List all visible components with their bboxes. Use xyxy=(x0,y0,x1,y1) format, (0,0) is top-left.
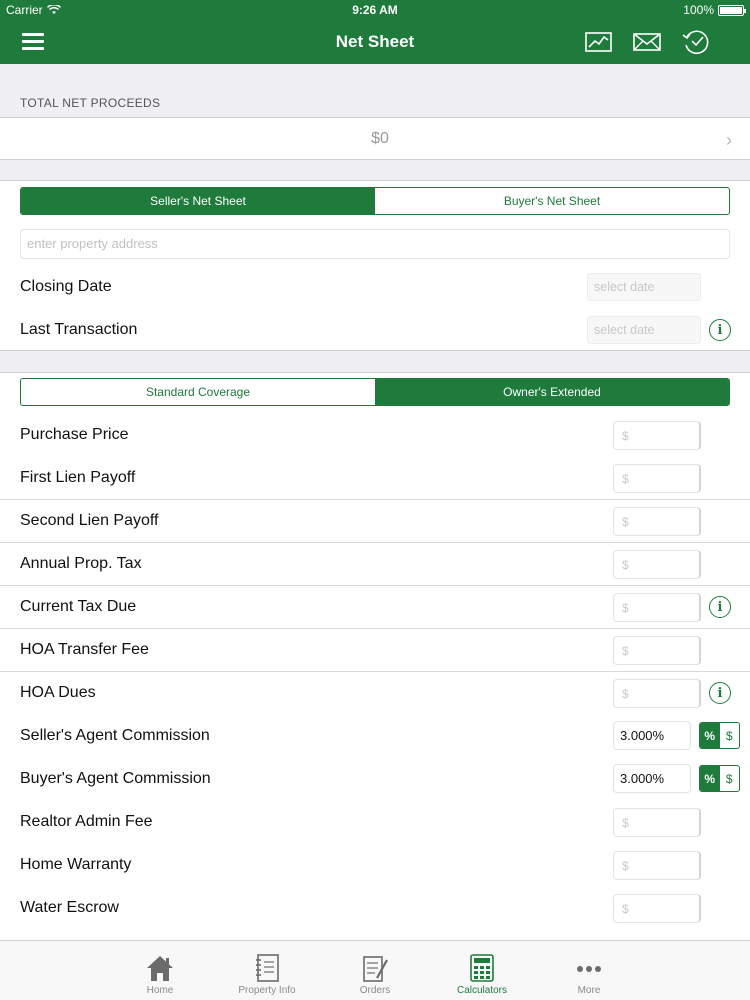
purchase-price-label: Purchase Price xyxy=(20,426,129,443)
last-transaction-picker[interactable]: select date xyxy=(587,316,701,344)
info-icon[interactable]: i xyxy=(709,596,731,618)
more-dots-icon xyxy=(574,953,604,983)
hoa-dues-label: HOA Dues xyxy=(20,684,96,701)
closing-date-label: Closing Date xyxy=(20,278,112,295)
buyer-commission-input[interactable]: 3.000% xyxy=(613,764,691,793)
tab-bar xyxy=(0,940,750,1000)
property-address-input[interactable]: enter property address xyxy=(20,229,730,259)
second-lien-label: Second Lien Payoff xyxy=(20,512,159,529)
tab-orders-label: Orders xyxy=(359,985,391,996)
dollar-toggle[interactable]: $ xyxy=(725,771,733,786)
seller-commission-label: Seller's Agent Commission xyxy=(20,727,210,744)
seller-commission-input[interactable]: 3.000% xyxy=(613,721,691,750)
home-icon xyxy=(145,953,175,983)
annual-tax-label: Annual Prop. Tax xyxy=(20,555,142,572)
water-escrow-label: Water Escrow xyxy=(20,899,119,916)
dollar-toggle[interactable]: $ xyxy=(725,728,733,743)
home-warranty-input[interactable]: $ xyxy=(613,851,701,880)
current-tax-label: Current Tax Due xyxy=(20,598,137,615)
second-lien-input[interactable]: $ xyxy=(613,507,701,536)
hoa-transfer-label: HOA Transfer Fee xyxy=(20,641,149,658)
divider xyxy=(0,671,750,672)
buyer-commission-label: Buyer's Agent Commission xyxy=(20,770,211,787)
info-icon[interactable]: i xyxy=(709,682,731,704)
notebook-icon xyxy=(252,953,282,983)
total-proceeds-row[interactable] xyxy=(0,117,750,160)
history-icon[interactable] xyxy=(681,28,711,56)
calculator-icon xyxy=(467,953,497,983)
purchase-price-input[interactable]: $ xyxy=(613,421,701,450)
chevron-right-icon: › xyxy=(726,130,732,150)
divider xyxy=(0,585,750,586)
tab-more[interactable] xyxy=(534,941,644,1000)
tab-standard-coverage[interactable]: Standard Coverage xyxy=(145,385,251,399)
seller-commission-unit-toggle xyxy=(699,722,740,749)
hoa-transfer-input[interactable]: $ xyxy=(613,636,701,665)
realtor-admin-input[interactable]: $ xyxy=(613,808,701,837)
carrier-label: Carrier xyxy=(6,3,43,17)
hoa-dues-input[interactable]: $ xyxy=(613,679,701,708)
tab-orders[interactable] xyxy=(320,941,430,1000)
water-escrow-input[interactable]: $ xyxy=(613,894,701,923)
closing-date-picker[interactable]: select date xyxy=(587,273,701,301)
first-lien-label: First Lien Payoff xyxy=(20,469,136,486)
coverage-segment xyxy=(20,378,730,406)
divider xyxy=(0,499,750,500)
page-title: Net Sheet xyxy=(335,32,415,51)
divider xyxy=(0,542,750,543)
battery-percent: 100% xyxy=(683,3,714,17)
tab-home-label: Home xyxy=(146,985,174,996)
chart-icon[interactable] xyxy=(584,28,614,56)
buyer-commission-unit-toggle xyxy=(699,765,740,792)
tab-calculators[interactable] xyxy=(427,941,537,1000)
tab-more-label: More xyxy=(577,985,601,996)
first-lien-input[interactable]: $ xyxy=(613,464,701,493)
annual-tax-input[interactable]: $ xyxy=(613,550,701,579)
tab-sellers-net-sheet[interactable]: Seller's Net Sheet xyxy=(21,188,375,214)
total-proceeds-value: $0 xyxy=(371,130,389,147)
divider xyxy=(0,628,750,629)
info-icon[interactable]: i xyxy=(709,319,731,341)
tab-home[interactable] xyxy=(105,941,215,1000)
tab-owners-extended[interactable]: Owner's Extended xyxy=(375,379,729,405)
current-tax-input[interactable]: $ xyxy=(613,593,701,622)
percent-toggle[interactable]: % xyxy=(700,766,720,791)
battery-icon xyxy=(718,5,744,16)
total-proceeds-label: TOTAL NET PROCEEDS xyxy=(20,96,161,110)
status-bar xyxy=(0,0,750,20)
nav-bar xyxy=(0,20,750,64)
tab-property-info[interactable] xyxy=(212,941,322,1000)
tab-property-info-label: Property Info xyxy=(238,985,296,996)
document-pencil-icon xyxy=(360,953,390,983)
last-transaction-label: Last Transaction xyxy=(20,321,138,338)
percent-toggle[interactable]: % xyxy=(700,723,720,748)
mail-icon[interactable] xyxy=(632,28,662,56)
tab-buyers-net-sheet[interactable]: Buyer's Net Sheet xyxy=(503,194,601,208)
status-time: 9:26 AM xyxy=(352,3,398,17)
home-warranty-label: Home Warranty xyxy=(20,856,132,873)
realtor-admin-label: Realtor Admin Fee xyxy=(20,813,153,830)
tab-calculators-label: Calculators xyxy=(456,985,508,996)
sheet-type-segment xyxy=(20,187,730,215)
